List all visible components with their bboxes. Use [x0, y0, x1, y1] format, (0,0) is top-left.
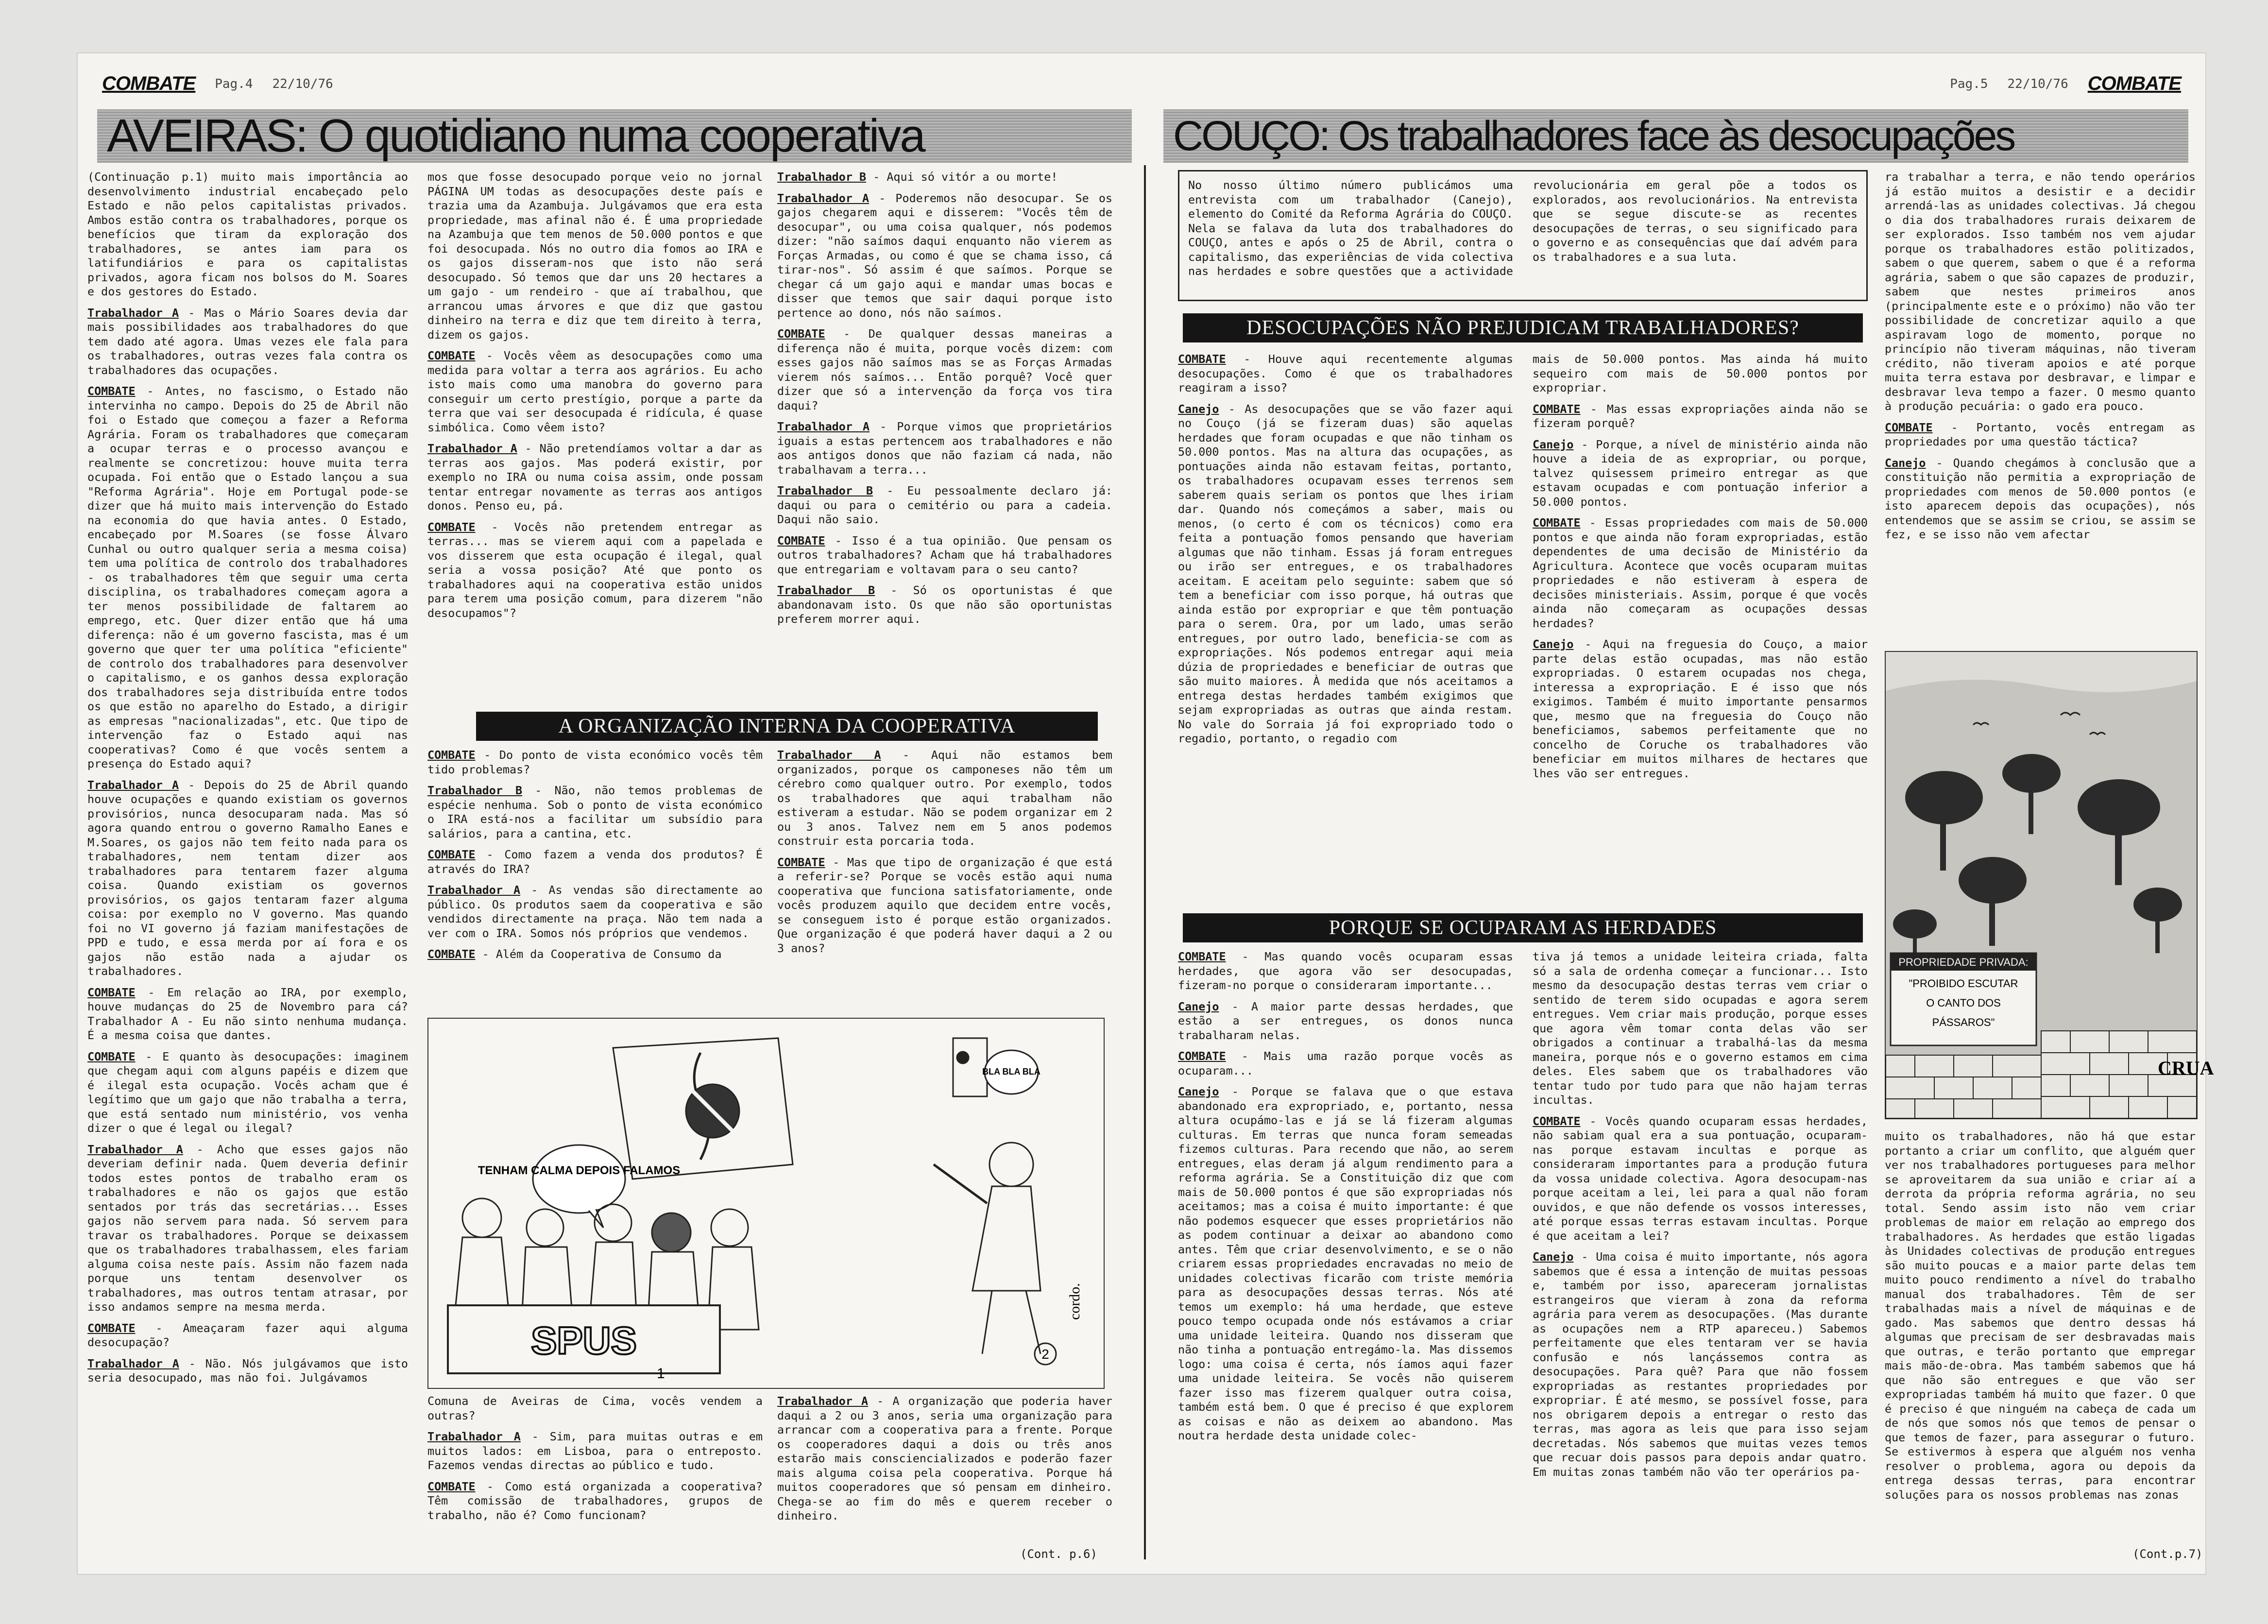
paragraph — [427, 784, 763, 841]
speaker-label: Trabalhador B — [777, 583, 875, 597]
paragraph-text: - Não. Nós julgávamos que isto seria desocupado, mas não foi. Julgávamos — [87, 1356, 408, 1385]
paragraph-text: - Porque se falava que o que estava abandonado era expropriado, e, portanto, nessa altura ocupámo-las e já se lá fizeram algumas culturas. Em terras que nunca foram semeadas fizemos culturas. Para recendo que não, ao serem entregues, elas deram já algum rendimento para a reforma agrária. Se a Constituição diz que com mais de 50.000 pontos é que são expropriadas nós aceitamos; mas a coisa é muito importante: é que não podemos esquecer que esses proprietários não as podem continuar a deixar ao abandono como antes. Têm que criar desenvolvimento, e se o não criarem essas propriedades encravadas no meio de unidades colectivas ficarão com triste memória para as desocupações dessas terras. Nós até temos um exemplo: há uma herdade, que esteve pouco tempo ocupada onde nós estávamos a criar uma unidade leiteira. Quando nos disseram que não tinha a pontuação entregámo-la. Mas dissemos logo: uma coisa é certa, nós íamos aqui fazer uma unidade leiteira. Se vocês não quiserem fazer isso mas fizerem qualquer outra coisa, também está bem. O que é preciso é que explorem as coisas e não as deixem ao abandono. Mas noutra herdade desta unidade colec- — [1178, 1085, 1513, 1442]
speaker-label: COMBATE — [87, 1049, 136, 1063]
paragraph-text: - Aqui só vitór a ou morte! — [873, 170, 1058, 184]
speaker-label: Trabalhador A — [777, 420, 870, 433]
paragraph-text: - Vocês vêem as desocupações como uma medida para voltar a terra aos agrários. Eu acho isto mais como uma manobra do governo para conseguir um certo prestígio, porque a parte da terra que vai ser desocupada é ridícula, é quase simbólica. Como vêem isto? — [427, 349, 763, 434]
paragraph — [1178, 352, 1513, 395]
landscape-drawing — [1886, 652, 2214, 1118]
speaker-label: Trabalhador A — [87, 1356, 179, 1370]
headline-left: AVEIRAS: O quotidiano numa cooperativa — [97, 109, 1132, 163]
paragraph-text: - Essas propriedades com mais de 50.000 pontos e que ainda não foram expropriadas, estão dependentes de uma decisão de Ministério da Agricultura. Acontece que vocês ocuparam muitas propriedades e não estiveram à espera de decisões ministeriais. Assim, porque é que vocês ainda não começaram as ocupações dessas herdades? — [1533, 516, 1868, 630]
paragraph — [1178, 402, 1513, 746]
paragraph — [777, 420, 1112, 477]
speaker-label: COMBATE — [87, 384, 136, 398]
sign-line-4: PÁSSAROS" — [1932, 1016, 1995, 1028]
paragraph-text: muito os trabalhadores, não há que estar portanto a criar um conflito, que alguém quer ver nos trabalhadores portugueses para melhor se aproveitarem da sua união e criar aí a derrota da própria reforma agrária, no seu total. Sendo assim isto não vem criar problemas de maior em relação ao emprego dos trabalhadores. As herdades que estão ligadas às Unidades colectivas de produção entregues são muito poucas e a maior parte delas tem muito pouco rendimento a nível do trabalho manual dos trabalhadores. Têm de ser trabalhadas mais a nível de máquinas e de gado. Mas sabemos que dentro dessas há algumas que precisam de ser desbravadas mais que outras, e terão portanto que empregar mais mão-de-obra. Mas também sabemos que há que não são entregues e que vão ser expropriadas também há muito que fazer. O que é preciso é que ninguém na cabeça de cada um de nós que somos nós que temos de pensar o que temos de fazer, para assegurar o futuro. Se estivermos à espera que alguém nos venha resolver o problema, agora ou depois da entrega dessas terras, para encontrar soluções para os nossos problemas nas zonas — [1885, 1129, 2196, 1502]
section-heading: DESOCUPAÇÕES NÃO PREJUDICAM TRABALHADORES? — [1183, 313, 1863, 342]
paragraph-text: - Vocês quando ocuparam essas herdades, não sabiam qual era a sua pontuação, ocuparam-nas porque estavam incultas e porque as consideraram importantes para a produção futura da vossa unidade colectiva. Agora desocupam-nas porque aceitam a lei, lei para a qual não foram ouvidos, e que não defende os vossos interesses, até porque essas terras estavam incultas. Porque é que aceitam a lei? — [1533, 1114, 1868, 1243]
paragraph-text: - A organização que poderia haver daqui a 2 ou 3 anos, seria uma organização para arrancar com a cooperativa para a frente. Porque os cooperadores daqui a dois ou três anos estarão mais consciencializados e poderão fazer mais alguma coisa pela cooperativa. Porque há muitos cooperadores que só pensam em dinheiro. Chega-se ao fim do mês e querem receber o dinheiro. — [777, 1394, 1112, 1522]
paragraph-text: - Não pretendíamos voltar a dar as terras aos gajos. Mas poderá existir, por exemplo no IRA ou numa coisa assim, onde possam tentar entregar novamente as terras aos antigos donos. Penso eu, pá. — [427, 442, 763, 513]
speaker-label: Trabalhador A — [427, 442, 517, 455]
paragraph — [1178, 1049, 1513, 1078]
article-column — [87, 170, 408, 1564]
paragraph — [1178, 1000, 1513, 1043]
headline-right: COUÇO: Os trabalhadores face às desocupações — [1163, 109, 2188, 163]
page-number-right: Pag.5 — [1950, 76, 1988, 91]
running-head-right — [1950, 73, 2181, 95]
paragraph-text: - Poderemos não desocupar. Se os gajos chegarem aqui e disserem: "Vocês têm de desocupar", ou uma coisa qualquer, nós podemos dizer: "não saímos daqui enquanto não vierem as Forças Armadas, ou como é que se chama isso, cá tirar-nos". Só assim é que saímos. Porque se chegar cá um gajo aqui e mandar umas bocas e disser que temos que sair daqui porque isto pertence ao dono, nós não saímos. — [777, 191, 1112, 320]
article-column — [427, 170, 763, 702]
paragraph-text: - Só os oportunistas é que abandonavam isto. Os que não são oportunistas preferem morrer aqui. — [777, 583, 1112, 626]
paragraph — [1885, 456, 2196, 542]
logo-right: COMBATE — [2087, 73, 2181, 94]
paragraph — [427, 349, 763, 435]
paragraph — [1533, 1250, 1868, 1479]
paragraph — [427, 520, 763, 621]
paragraph-text: - Porque, a nível de ministério ainda não houve a ideia de as expropriar, ou porque, talvez quisessem primeiro entregar as que estavam ocupadas e com pontuação inferior a 50.000 pontos. — [1533, 437, 1868, 509]
date-left: 22/10/76 — [272, 76, 333, 91]
paragraph — [87, 1357, 408, 1385]
article-column — [1533, 950, 1868, 1564]
speaker-label: COMBATE — [427, 349, 476, 362]
paragraph-text: - De qualquer dessas maneiras a diferença não é muita, porque vocês dizem: com esses gajos não saímos mas se as Forças Armadas vierem nós saímos... Então porquê? Você quer dizer que só a intervenção da força vos tira daqui? — [777, 327, 1112, 412]
paragraph-text: tiva já temos a unidade leiteira criada, falta só a sala de ordenha começar a funcionar... Isto mesmo da desocupação destas terras vem criar o sentido de terem sido ocupadas e agora serem entregues. Vem criar mais produção, porque esses que agora vêm tomar conta delas vão ser obrigados a continuar a trabalhá-las da mesma maneira, porque nós e o governo estamos em cima deles. Eles sabem que os trabalhadores vão tentar tudo por tudo para que não hajam terras incultas. — [1533, 950, 1868, 1107]
paragraph — [87, 778, 408, 979]
section-heading: A ORGANIZAÇÃO INTERNA DA COOPERATIVA — [476, 712, 1098, 741]
paragraph-text: - Do ponto de vista económico vocês têm tido problemas? — [427, 748, 763, 776]
article-column — [427, 748, 763, 1020]
paragraph-text: - Isso é a tua opinião. Que pensam os outros trabalhadores? Acham que há trabalhadores que entregariam e voltavam para o seu canto? — [777, 533, 1112, 576]
speaker-label: COMBATE — [1533, 516, 1581, 530]
paragraph — [777, 748, 1112, 849]
paragraph-text: - Porque vimos que proprietários iguais a estas pertencem aos trabalhadores e não aos antigos donos que não faziam cá nada, não trabalhavam a terra... — [777, 420, 1112, 477]
paragraph — [1533, 637, 1868, 781]
article-column — [1178, 950, 1513, 1564]
intro-box: No nosso último número publicámos uma entrevista com um trabalhador (Canejo), elemento do Comité da Reforma Agrária do COUÇO. Nela se falava da luta dos trabalhadores do COUÇO, antes e após o 25 de Abril, contra o capitalismo, das experiências de vida colectiva nas herdades e sobre questões que a actividade revolucionária em geral põe a todos os explorados, aos revolucionários. Na entrevista que se segue discute-se as recentes desocupações de terras, o seu significado para o governo e as consequências que daí advém para os trabalhadores e a sua luta. — [1178, 170, 1868, 301]
article-column — [777, 1394, 1112, 1545]
paragraph — [87, 986, 408, 1043]
paragraph — [427, 1394, 763, 1423]
speaker-label: Canejo — [1533, 437, 1574, 451]
article-column — [777, 748, 1112, 1020]
sign-post — [1891, 953, 2036, 1045]
paragraph-text: - Mais uma razão porque vocês as ocuparam... — [1178, 1049, 1513, 1077]
article-column — [427, 1394, 763, 1564]
landscape-illustration — [1885, 651, 2214, 1119]
paragraph-text: - Em relação ao IRA, por exemplo, houve mudanças do 25 de Novembro para cá? Trabalhador A - Eu não sinto nenhuma mudança. É a mesma coisa que dantes. — [87, 985, 408, 1042]
logo-left: COMBATE — [102, 73, 196, 94]
speech-text-2: BLA BLA BLA — [982, 1067, 1040, 1077]
speaker-label: Canejo — [1533, 1250, 1574, 1264]
paragraph — [1178, 1085, 1513, 1443]
paragraph — [87, 1143, 408, 1315]
speaker-label: COMBATE — [1533, 1114, 1581, 1128]
paragraph-text: - Como está organizada a cooperativa? Têm comissão de trabalhadores, grupos de trabalho, não é? Como funcionam? — [427, 1479, 763, 1522]
paragraph — [777, 327, 1112, 413]
paragraph — [777, 484, 1112, 527]
speaker-label: Trabalhador A — [777, 191, 870, 205]
paragraph — [1533, 516, 1868, 631]
speaker-label: Canejo — [1533, 637, 1574, 651]
paragraph — [777, 191, 1112, 321]
paragraph — [777, 170, 1112, 185]
article-column — [1885, 170, 2196, 641]
paragraph-text: - As desocupações que se vão fazer aqui no Couço (já se fizeram duas) são aquelas herdades que foram ocupadas e que não tinham os 50.000 pontos. Mas na altura das ocupações, as pontuações ainda não estavam feitas, portanto, os trabalhadores ocupavam esses terrenos sem saberem quais seriam os pontos que lhes iriam dar. Quando nós começámos a saber, mais ou menos, (o certo é com os técnicos) como era feita a pontuação fomos pensando que haveriam algumas que não tinham. Essas já foram entregues ou irão ser entregues, e os trabalhadores aceitam. E aceitam pelo seguinte: sabem que só tem a beneficiar com isso porque, há outras que ainda estão por expropriar e que têm pontuação para o serem. Ora, por um lado, umas serão entregues, por outro lado, beneficia-se com as expropriações. Nós podemos entregar aqui meia dúzia de propriedades e beneficiar de outras que são muito maiores. À medida que nós aceitamos a entrega destas herdades também exigimos que sejam expropriadas as outras que ainda restam. No vale do Sorraia já foi expropriado todo o regadio, portanto, o regadio com — [1178, 402, 1513, 745]
panel-number-1: 1 — [657, 1366, 665, 1382]
desk-sign: SPUS — [531, 1319, 637, 1362]
paragraph — [87, 384, 408, 771]
date-right: 22/10/76 — [2007, 76, 2068, 91]
section-heading: PORQUE SE OCUPARAM AS HERDADES — [1183, 913, 1863, 942]
speech-text-1: TENHAM CALMA DEPOIS FALAMOS — [477, 1164, 681, 1177]
speaker-label: COMBATE — [427, 520, 476, 534]
paragraph — [1885, 1129, 2196, 1502]
paragraph — [87, 306, 408, 378]
speaker-label: Trabalhador A — [777, 1394, 869, 1408]
paragraph-text: - Vocês não pretendem entregar as terras... mas se vierem aqui com a papelada e vos disserem que esta ocupação é ilegal, qual seria a vossa posição? Até que ponto os trabalhadores aqui na cooperativa estão unidos para terem uma posição comum, para dizerem "não desocupamos"? — [427, 520, 763, 620]
article-column — [1533, 352, 1868, 906]
paragraph-text: - Mas o Mário Soares devia dar mais possibilidades aos trabalhadores do que tem dado até agora. Umas vezes ele fala para os trabalhadores, outras vezes fala contra os trabalhadores das ocupações. — [87, 306, 408, 377]
paragraph-text: ra trabalhar a terra, e não tendo operários já estão muitos a desistir e a decidir arrendá-las as unidades colectivas. Já chegou o dia dos trabalhadores rurais deixarem de ser explorados. Isso também nos vem ajudar porque os trabalhadores estão politizados, sabem o que querem, sabem o que é a reforma agrária, sabem o que são capazes de produzir, sabem que nestes primeiros anos (principalmente este e o próximo) não vão ter possibilidade de concretizar aquilo a que aspiravam logo de momento, porque no princípio não tiveram máquinas, não tiveram crédito, não tiveram apoios e até porque muita terra estava por desbravar, e limpar e desbravar leva tempo a fazer. O mesmo quanto à produção pecuária: o gado era pouco. — [1885, 170, 2196, 413]
paragraph-text: - Aqui não estamos bem organizados, porque os camponeses não têm um cérebro como qualquer outro. Por exemplo, todos os trabalhadores que aqui trabalham não estiveram a estudar. Não se podem organizar em 2 ou 3 anos. Talvez nem em 5 anos podemos construir esta porcaria toda. — [777, 748, 1112, 848]
cartoon-illustration — [427, 1018, 1105, 1389]
sign-line-2: "PROIBIDO ESCUTAR — [1909, 977, 2018, 990]
speaker-label: COMBATE — [777, 327, 825, 341]
speaker-label: Trabalhador A — [427, 883, 521, 897]
paragraph — [427, 947, 763, 962]
paragraph-text: - As vendas são directamente ao público. Os produtos saem da cooperativa e são vendidos directamente na praça. Não tem nada a ver com o IRA. Somos nós próprios que vendemos. — [427, 883, 763, 940]
paragraph-text: - Quando chegámos à conclusão que a constituição não permitia a expropriação de propriedades com menos de 50.000 pontos (e isto aparecem depois das ocupações), nós entendemos que se assim se criou, se assim se fez, e se isso não vem afectar — [1885, 456, 2196, 541]
paragraph — [777, 583, 1112, 627]
paragraph — [777, 1394, 1112, 1523]
panel-number-2: 2 — [1041, 1347, 1049, 1362]
paragraph — [427, 1430, 763, 1473]
paragraph-text: - Ameaçaram fazer aqui alguma desocupação? — [87, 1321, 408, 1349]
paragraph-text: Comuna de Aveiras de Cima, vocês vendem a outras? — [427, 1394, 763, 1422]
speaker-label: COMBATE — [777, 855, 825, 869]
cartoon-drawing — [428, 1019, 1104, 1388]
artist-signature: CRUA — [2158, 1057, 2214, 1079]
paragraph — [777, 534, 1112, 577]
speaker-label: COMBATE — [87, 1321, 136, 1335]
paragraph-text: - A maior parte dessas herdades, que estão a ser entregues, os donos nunca trabalharam nelas. — [1178, 999, 1513, 1042]
speaker-label: Trabalhador A — [87, 778, 179, 792]
speaker-label: Canejo — [1178, 1085, 1219, 1098]
continued-note-right: (Cont.p.7) — [2132, 1547, 2203, 1561]
paragraph-text: mais de 50.000 pontos. Mas ainda há muito sequeiro com mais de 50.000 pontos por expropriar. — [1533, 352, 1868, 394]
speaker-label: Trabalhador A — [427, 1430, 521, 1443]
paragraph-text: - Além da Cooperativa de Consumo da — [482, 947, 722, 961]
speaker-label: Canejo — [1178, 402, 1219, 416]
paragraph-text: - Depois do 25 de Abril quando houve ocupações e quando existiam os governos provisórios, nunca desocuparam nada. Mas só agora quando entrou o governo Ramalho Eanes e M.Soares, os gajos não tem feito nada para os trabalhadores, nem tentam dizer aos trabalhadores para tentarem fazer alguma coisa. Quando existiam os governos provisórios, os gajos tentaram fazer alguma coisa: por exemplo no V governo. Mas quando foi no VI governo já faziam manifestações de PPD e tudo, e essa merda por aí fora e os gajos não estão nada a ajudar os trabalhadores. — [87, 778, 408, 978]
article-column — [1178, 352, 1513, 906]
speaker-label: Trabalhador B — [777, 484, 873, 497]
speaker-label: COMBATE — [777, 533, 825, 547]
paragraph-text: - Mas quando vocês ocuparam essas herdades, que agora vão ser desocupadas, fizeram-no porque o consideraram importante... — [1178, 950, 1513, 992]
speaker-label: COMBATE — [427, 848, 476, 861]
speaker-label: Trabalhador A — [87, 306, 179, 320]
newspaper-spread — [78, 53, 2214, 1574]
paragraph-text: - Aqui na freguesia do Couço, a maior parte delas estão ocupadas, mas não estão expropriadas. O estarem ocupadas nos chega, interessa a expropriação. E é isso que nós exigimos. Também é muito importante pensarmos que, mesmo que na freguesia do Couço não beneficiamos, sabemos perfeitamente que no concelho de Coruche os trabalhadores vão beneficiar em muitos milhares de hectares que lhes vão ser entregues. — [1533, 637, 1868, 780]
sign-line-1: PROPRIEDADE PRIVADA: — [1898, 956, 2029, 968]
speaker-label: COMBATE — [427, 947, 476, 961]
paragraph — [87, 1050, 408, 1136]
cartoonist-signature: cordo. — [1067, 1283, 1083, 1320]
paragraph-text: - Eu pessoalmente declaro já: daqui ou para o cemitério ou para a cadeia. Daqui não saio. — [777, 484, 1112, 526]
article-column — [1885, 1129, 2196, 1542]
paragraph-text: - Mas que tipo de organização é que está a referir-se? Porque se vocês estão aqui numa cooperativa que funciona satisfatoriamente, onde vocês produzem aquilo que decidem entre vocês, se conseguem isto é porque estão organizados. Que organização é que poderá haver daqui a 2 ou 3 anos? — [777, 855, 1113, 955]
continued-note-left: (Cont. p.6) — [1020, 1547, 1097, 1561]
paragraph-text: mos que fosse desocupado porque veio no jornal PÁGINA UM todas as desocupações deste país e trazia uma da Azambuja. Julgávamos que era esta propriedade, mas afinal não é. É uma propriedade na Azambuja que tem menos de 50.000 pontos e que foi desocupada. Nós no outro dia fomos ao IRA e os gajos disseram-nos que isto não será desocupado. Só temos que dar uns 20 hectares a um gajo - um rendeiro - que aí trabalhou, que arrancou umas árvores e que diz que gastou dinheiro na terra e diz que tem direito à terra, dizem os gajos. — [427, 170, 763, 342]
paragraph — [87, 170, 408, 299]
desk — [448, 1305, 720, 1373]
paragraph-text: - Houve aqui recentemente algumas desocupações. Como é que os trabalhadores reagiram a isso? — [1178, 352, 1513, 394]
paragraph — [777, 855, 1112, 956]
speaker-label: Trabalhador B — [777, 170, 867, 184]
speaker-label: Canejo — [1885, 456, 1926, 470]
paragraph-text: - Antes, no fascismo, o Estado não intervinha no campo. Depois do 25 de Abril não foi o Estado que começou a fazer a Reforma Agrária. Foram os trabalhadores que começaram a ocupar terras e o processo avançou e realmente se concretizou: houve muita terra ocupada. Foi então que o Estado lançou a sua "Reforma Agrária". Hoje em Portugal pode-se dizer que há muito mais intervenção do Estado na economia do que havia antes. O Estado, encabeçado por M.Soares (se fosse Álvaro Cunhal ou outro qualquer seria a mesma coisa) tem uma política de controlo dos trabalhadores - os trabalhadores têm que seguir uma certa disciplina, os trabalhadores começam agora a ter menos possibilidade de faltarem ao emprego, etc. Quer dizer então que há uma diferença: não é um governo fascista, mas é um governo que quer ter uma política "eficiente" de controlo dos trabalhadores para desenvolver o capitalismo, e os ganhos dessa exploração dos trabalhadores seja distribuída entre todos os que estão no aparelho do Estado, a dirigir as empresas "nacionalizadas", etc. Que tipo de intervenção faz o Estado aqui nas cooperativas? Como é que vocês sentem a presença do Estado aqui? — [87, 384, 408, 770]
speaker-label: COMBATE — [1885, 420, 1933, 434]
paragraph — [427, 848, 763, 876]
paragraph-text: - E quanto às desocupações: imaginem que chegam aqui com alguns papéis e dizem que é ilegal esta ocupação. Vocês acham que é legítimo que um gajo que não trabalha a terra, que está sentado num ministério, vos venha dizer o que é legal ou ilegal? — [87, 1049, 408, 1135]
page-number-left: Pag.4 — [215, 76, 253, 91]
sign-line-3: O CANTO DOS — [1926, 997, 2001, 1009]
speaker-label: COMBATE — [427, 1479, 476, 1493]
paragraph-text: - Não, não temos problemas de espécie nenhuma. Sob o ponto de vista económico o IRA está-nos a facilitar um subsídio para salários, para a cantina, etc. — [427, 784, 763, 840]
paragraph — [1533, 1114, 1868, 1244]
paragraph — [427, 1480, 763, 1523]
gutter-rule — [1144, 165, 1146, 1559]
article-column — [777, 170, 1112, 702]
paragraph-text: - Acho que esses gajos não deveriam definir nada. Quem deveria definir todos estes pontos de trabalho eram os trabalhadores e não os gajos que estão sentados por trás das secretárias... Esses gajos não servem para nada. Só servem para travar os trabalhadores. Porque se deixassem que os trabalhadores trabalhassem, eles fariam alguma coisa neste país. Assim não fazem nada porque uns tentam desenvolver os trabalhadores, mas outros tentam atrasar, por isso andamos sempre na mesma merda. — [87, 1142, 408, 1314]
speaker-label: COMBATE — [1178, 1049, 1226, 1063]
speaker-label: COMBATE — [87, 985, 136, 999]
paragraph-text: (Continuação p.1) muito mais importância ao desenvolvimento industrial encabeçado pelo Estado e não pelos capitalistas privados. Ambos estão contra os trabalhadores, porque os benefícios que tiram da exploração dos trabalhadores, se antes iam para os latifundiários e para os capitalistas privados, agora ficam nos bolsos do M. Soares e dos gestores do Estado. — [87, 170, 408, 298]
speaker-label: Trabalhador A — [777, 748, 881, 762]
speaker-label: COMBATE — [1533, 402, 1581, 416]
speaker-label: COMBATE — [427, 748, 476, 762]
paragraph-text: - Uma coisa é muito importante, nós agora sabemos que é essa a intenção de muitas pessoas e, também por isso, apareceram jornalistas estrangeiros que vieram à zona da reforma agrária para verem as desocupações. (Mas durante as ocupações nem a RTP apareceu.) Sabemos perfeitamente que eles tentaram ver se havia confusão e nós lançássemos contra as desocupações. Para quê? Para que não fossem expropriadas as restantes propriedades por expropriar. É até mesmo, se possível fosse, para nos obrigarem depois a entregar o resto das terras, mas agora as leis que para isso sejam decretadas. Nós sabemos que muitas vezes temos que recuar dois passos para depois andar quatro. Em muitas zonas também não vão ter operários pa- — [1533, 1250, 1868, 1479]
paragraph — [1533, 402, 1868, 431]
paragraph-text: - Mas essas expropriações ainda não se fizeram porquê? — [1533, 402, 1868, 430]
paragraph — [1533, 352, 1868, 395]
speaker-label: Trabalhador A — [87, 1142, 183, 1156]
paragraph — [427, 748, 763, 777]
paragraph-text: - Portanto, vocês entregam as propriedades por uma questão táctica? — [1885, 420, 2196, 448]
paragraph — [1533, 950, 1868, 1108]
speaker-label: Trabalhador B — [427, 784, 523, 797]
paragraph-text: - Como fazem a venda dos produtos? É através do IRA? — [427, 848, 763, 876]
paragraph — [1885, 170, 2196, 414]
paragraph — [1533, 438, 1868, 510]
paragraph — [427, 442, 763, 513]
paragraph — [1178, 950, 1513, 993]
paragraph — [427, 883, 763, 940]
speaker-label: COMBATE — [1178, 352, 1226, 366]
running-head-left — [102, 73, 333, 95]
speaker-label: Canejo — [1178, 999, 1219, 1013]
paragraph — [1885, 421, 2196, 449]
paragraph-text: - Sim, para muitas outras e em muitos lados: em Lisboa, para o entreposto. Fazemos vendas directas ao público e tudo. — [427, 1430, 763, 1472]
paragraph — [87, 1321, 408, 1350]
speaker-label: COMBATE — [1178, 950, 1226, 963]
paragraph — [427, 170, 763, 342]
